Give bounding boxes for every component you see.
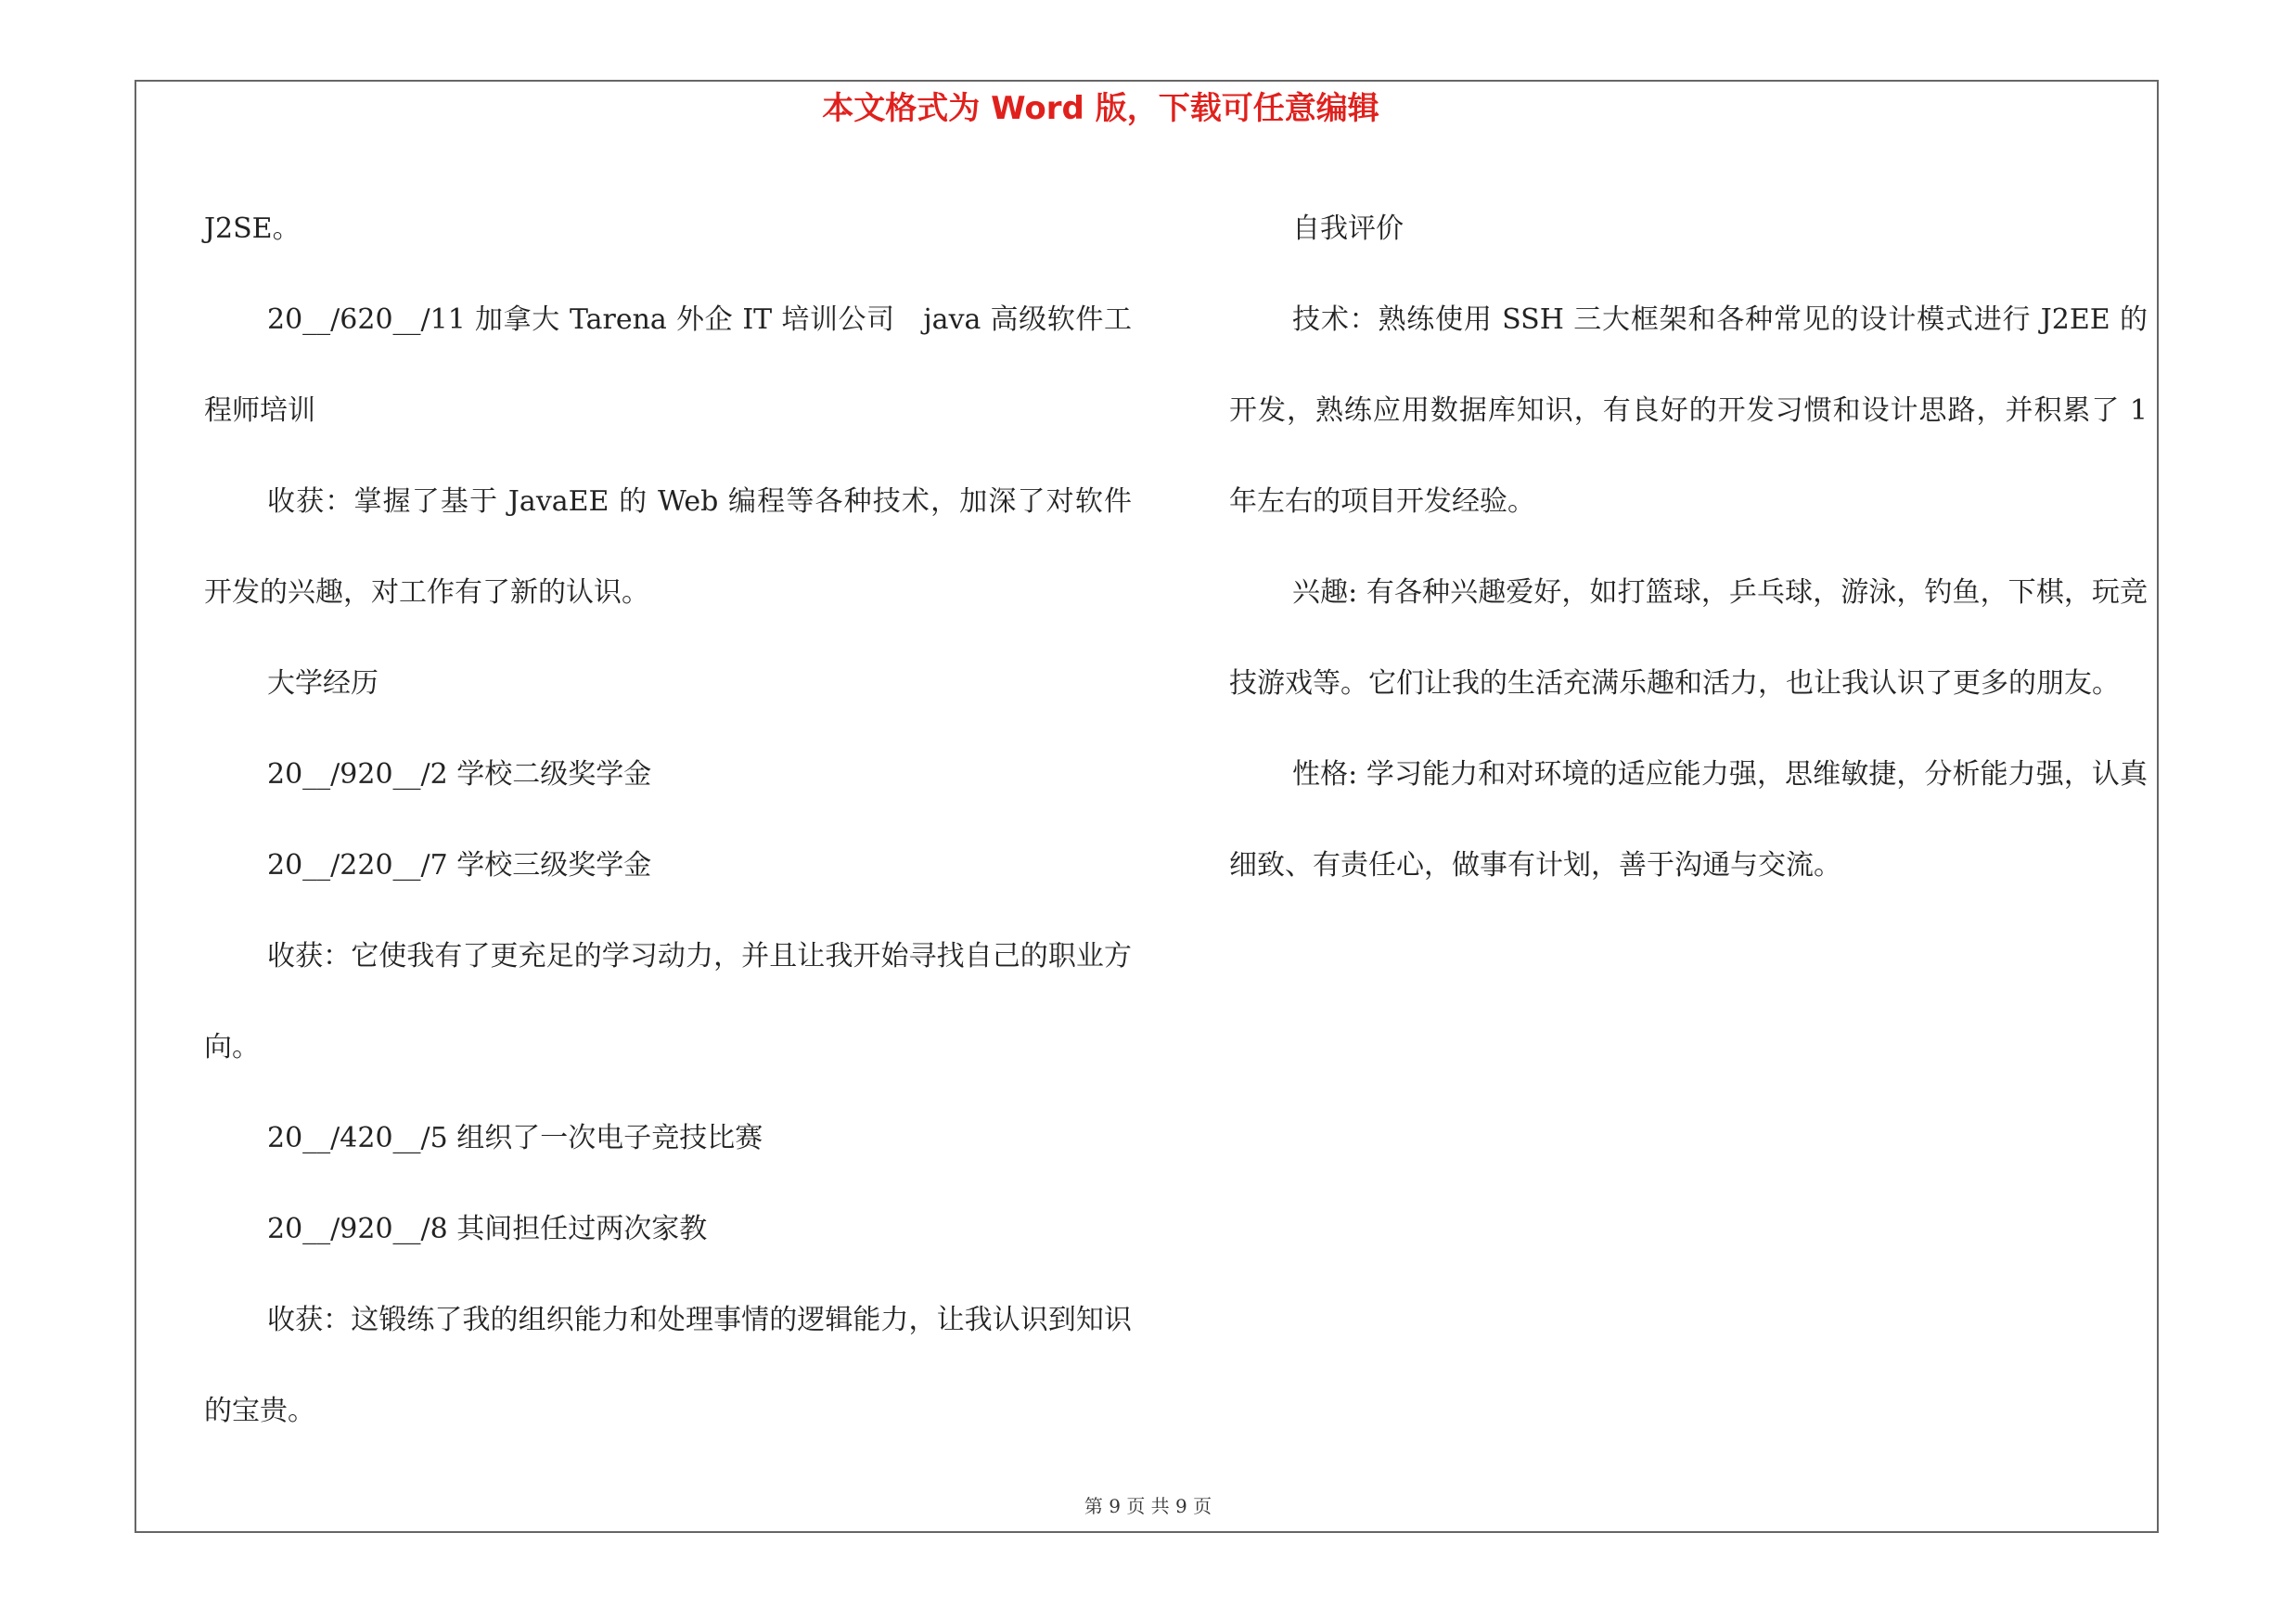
training-entry: 20__/620__/11 加拿大 Tarena 外企 IT 培训公司 java 高级软件工程师培训: [204, 303, 1132, 427]
activity-entry-esports: 20__/420__/5 组织了一次电子竞技比赛: [267, 1122, 763, 1154]
award-entry-third-class: 20__/220__/7 学校三级奖学金: [267, 849, 652, 882]
activity-entry-tutoring: 20__/920__/8 其间担任过两次家教: [267, 1213, 708, 1245]
left-column: [204, 184, 1132, 1457]
self-eval-interests: 兴趣: 有各种兴趣爱好，如打篮球，乒乓球，游泳，钓鱼，下棋，玩竞技游戏等。它们让我的生活充满乐趣和活力，也让我认识了更多的朋友。: [1229, 576, 2148, 700]
self-eval-technology: 技术：熟练使用 SSH 三大框架和各种常见的设计模式进行 J2EE 的开发，熟练应用数据库知识，有良好的开发习惯和设计思路，并积累了 1 年左右的项目开发经验。: [1229, 303, 2148, 518]
right-column: [1229, 184, 2148, 911]
training-gain: 收获：掌握了基于 JavaEE 的 Web 编程等各种技术，加深了对软件开发的兴趣，对工作有了新的认识。: [204, 485, 1132, 609]
editable-word-banner: 本文格式为 Word 版，下载可任意编辑: [822, 90, 1379, 127]
page-number-footer: 第 9 页 共 9 页: [1084, 1495, 1212, 1517]
self-eval-personality: 性格: 学习能力和对环境的适应能力强，思维敏捷，分析能力强，认真细致、有责任心，做事有计划，善于沟通与交流。: [1229, 758, 2148, 882]
activity-gain: 收获：这锻练了我的组织能力和处理事情的逻辑能力，让我认识到知识的宝贵。: [204, 1304, 1132, 1427]
award-gain: 收获：它使我有了更充足的学习动力，并且让我开始寻找自己的职业方向。: [204, 940, 1132, 1063]
section-heading-university: 大学经历: [267, 667, 378, 700]
award-entry-second-class: 20__/920__/2 学校二级奖学金: [267, 758, 652, 791]
resume-text-j2se: J2SE。: [204, 213, 301, 245]
section-heading-self-evaluation: 自我评价: [1292, 213, 1404, 245]
